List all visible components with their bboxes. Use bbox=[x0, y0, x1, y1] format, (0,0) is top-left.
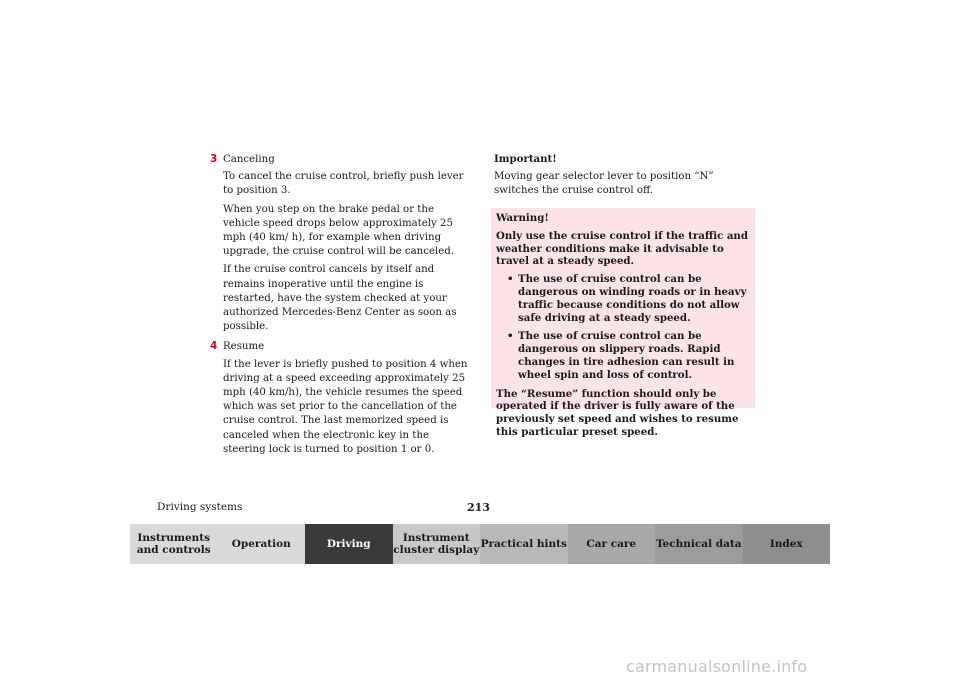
warning-box bbox=[491, 208, 755, 438]
tab-instrument-cluster-display[interactable]: Instrument cluster display bbox=[393, 524, 481, 564]
tab-instruments-and-controls[interactable]: Instruments and controls bbox=[130, 524, 218, 564]
chapter-nav bbox=[130, 524, 830, 564]
item-4-number: 4 bbox=[210, 340, 218, 353]
important-text: Moving gear selector lever to position “N” switches the cruise control off. bbox=[494, 171, 714, 197]
tab-driving[interactable]: Driving bbox=[305, 524, 393, 564]
warning-bullet-text: The use of cruise control can be dangerous on slippery roads. Rapid changes in tire adhesion can result in wheel spin and loss of control. bbox=[518, 330, 735, 381]
section-title: Driving systems bbox=[157, 501, 243, 513]
left-column bbox=[210, 152, 472, 457]
item-4-title: Resume bbox=[223, 341, 265, 353]
watermark: carmanualsonline.info bbox=[626, 657, 808, 676]
tab-practical-hints[interactable]: Practical hints bbox=[480, 524, 568, 564]
warning-intro: Only use the cruise control if the traffic and weather conditions make it advisable to travel at a steady speed. bbox=[496, 229, 748, 268]
warning-bullet-text: The use of cruise control can be dangerous on winding roads or in heavy traffic because conditions do not allow safe driving at a steady speed. bbox=[518, 273, 747, 324]
warning-outro: The “Resume” function should only be operated if the driver is fully aware of the previously set speed and wishes to resume this particular preset speed. bbox=[496, 387, 739, 438]
important-title: Important! bbox=[494, 153, 557, 165]
item-3-number: 3 bbox=[210, 153, 218, 165]
tab-index[interactable]: Index bbox=[743, 524, 831, 564]
item-3-paragraph: When you step on the brake pedal or the vehicle speed drops below approximately 25 mph (40 km/ h), for example when driving upgrade, the cruise control will be canceled. bbox=[223, 203, 455, 258]
warning-bullet bbox=[507, 273, 750, 324]
tab-operation[interactable]: Operation bbox=[218, 524, 306, 564]
item-3-paragraph: To cancel the cruise control, briefly push lever to position 3. bbox=[223, 171, 464, 197]
item-4-heading bbox=[210, 339, 472, 354]
right-column bbox=[494, 152, 756, 199]
item-4-paragraph: If the lever is briefly pushed to position 4 when driving at a speed exceeding approximately 25 mph (40 km/h), the vehicle resumes the speed which was set prior to the cancellation of the cruise control. The last memorized speed is canceled when the electronic key in the steering lock is turned to position 1 or 0. bbox=[223, 358, 468, 455]
warning-bullet bbox=[507, 330, 750, 381]
bullet-icon: • bbox=[507, 273, 514, 286]
item-3-title: Canceling bbox=[223, 154, 275, 165]
bullet-icon: • bbox=[507, 330, 514, 343]
tab-car-care[interactable]: Car care bbox=[568, 524, 656, 564]
tab-technical-data[interactable]: Technical data bbox=[655, 524, 743, 564]
warning-title: Warning! bbox=[496, 212, 549, 224]
item-3-paragraph: If the cruise control cancels by itself and remains inoperative until the engine is restarted, have the system checked at your authorized Mercedes-Benz Center as soon as possible. bbox=[223, 264, 457, 333]
item-3-heading bbox=[210, 152, 472, 167]
page-number: 213 bbox=[467, 501, 490, 514]
